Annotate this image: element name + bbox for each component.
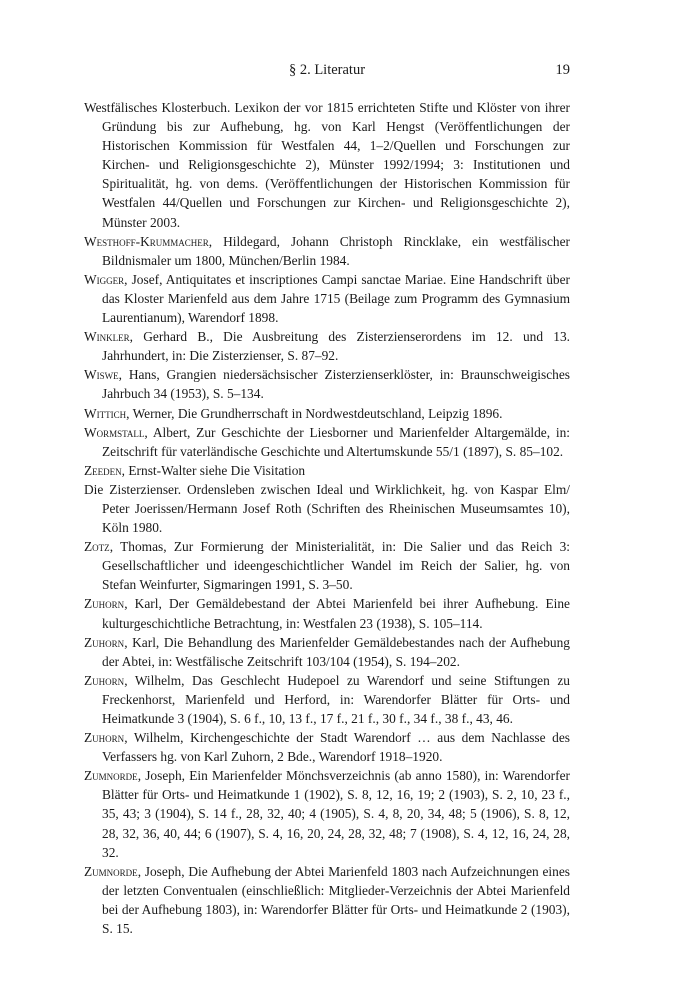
running-header bbox=[84, 62, 570, 82]
entry-text: , Werner, Die Grundherrschaft in Nordwestdeutschland, Leipzig 1896. bbox=[126, 405, 503, 421]
entry-author: Zumnorde bbox=[84, 863, 138, 879]
bibliography-entry bbox=[84, 480, 570, 537]
entry-author: Zuhorn bbox=[84, 634, 125, 650]
entry-text: , Albert, Zur Geschichte der Liesborner und Marienfelder Altargemälde, in: Zeitschrift für vaterländische Geschichte und Altertumskunde 55/1 (1897), S. 85–102. bbox=[102, 424, 570, 459]
entry-author: Winkler bbox=[84, 329, 130, 345]
entry-text: , Wilhelm, Kirchengeschichte der Stadt Warendorf … aus dem Nachlasse des Verfassers hg. von Karl Zuhorn, 2 Bde., Warendorf 1918–1920. bbox=[102, 730, 570, 765]
entry-text: , Hans, Grangien niedersächsischer Zisterzienserklöster, in: Braunschweigisches Jahrbuch 34 (1953), S. 5–134. bbox=[102, 367, 570, 402]
entry-text: , Thomas, Zur Formierung der Ministerialität, in: Die Salier und das Reich 3: Gesellschaftlicher und ideengeschichtlicher Wandel im Reich der Salier, hg. von Stefan Weinfurter, Sigmaringen 1991, S. 3–50. bbox=[102, 539, 570, 593]
bibliography-entry bbox=[84, 537, 570, 594]
bibliography-entry bbox=[84, 633, 570, 671]
entry-text: , Josef, Antiquitates et inscriptiones Campi sanctae Mariae. Eine Handschrift über das Kloster Marienfeld aus dem Jahre 1715 (Beilage zum Programm des Gymnasium Laurentianum), Warendorf 1898. bbox=[102, 271, 570, 326]
entry-author: Zumnorde bbox=[84, 768, 138, 784]
entry-author: Zuhorn bbox=[84, 596, 125, 612]
bibliography-entry bbox=[84, 365, 570, 403]
entry-text: , Karl, Der Gemäldebestand der Abtei Marienfeld bei ihrer Aufhebung. Eine kulturgeschichtliche Betrachtung, in: Westfalen 23 (1938), S. 105–114. bbox=[102, 596, 570, 631]
entry-author: Wigger bbox=[84, 271, 125, 287]
entry-text: , Wilhelm, Das Geschlecht Hudepoel zu Warendorf und seine Stiftungen zu Freckenhorst, Marienfeld und Herford, in: Warendorfer Blätter für Orts- und Heimatkunde 3 (1904), S. 6 f., 10, 13 f., 17 f., 21 f., 30 f., 34 f., 38 f., 43, 46. bbox=[102, 672, 570, 726]
entry-text: Die Zisterzienser. Ordensleben zwischen Ideal und Wirklichkeit, hg. von Kaspar Elm/ Peter Joerissen/Hermann Josef Roth (Schriften des Rheinischen Museumsamtes 10), Köln 1980. bbox=[84, 481, 570, 536]
entry-author: Westhoff-Krummacher bbox=[84, 233, 209, 249]
entry-text: , Ernst-Walter siehe Die Visitation bbox=[121, 462, 306, 478]
bibliography-entry bbox=[84, 270, 570, 327]
entry-text: , Joseph, Ein Marienfelder Mönchsverzeichnis (ab anno 1580), in: Warendorfer Blätter für Orts- und Heimatkunde 1 (1902), S. 8, 12, 16, 19; 2 (1903), S. 2, 10, 23 f., 35, 43; 3 (1904), S. 14 f., 28, 32, 40; 4 (1905), S. 4, 8, 20, 34, 48; 5 (1906), S. 8, 12, 28, 32, 36, 40, 44; 6 (1907), S. 4, 16, 20, 24, 28, 32, 48; 7 (1908), S. 4, 12, 16, 24, 28, 32. bbox=[102, 768, 570, 860]
bibliography-list bbox=[84, 98, 570, 938]
bibliography-entry bbox=[84, 232, 570, 270]
entry-text: , Gerhard B., Die Ausbreitung des Zisterzienserordens im 12. und 13. Jahrhundert, in: Die Zisterzienser, S. 87–92. bbox=[102, 329, 570, 364]
entry-author: Zotz bbox=[84, 539, 110, 555]
bibliography-entry bbox=[84, 594, 570, 632]
bibliography-entry bbox=[84, 461, 570, 480]
bibliography-entry bbox=[84, 862, 570, 938]
entry-author: Zuhorn bbox=[84, 672, 125, 688]
bibliography-entry bbox=[84, 404, 570, 423]
page-number: 19 bbox=[555, 62, 570, 78]
entry-text: , Karl, Die Behandlung des Marienfelder Gemäldebestandes nach der Aufhebung der Abtei, in: Westfälische Zeitschrift 103/104 (1954), S. 194–202. bbox=[102, 634, 570, 669]
bibliography-entry bbox=[84, 98, 570, 232]
entry-text: Westfälisches Klosterbuch. Lexikon der vor 1815 errichteten Stifte und Klöster von ihrer Gründung bis zur Aufhebung, hg. von Karl Hengst (Veröffentlichungen der Historischen Kommission für Westfalen 44, 1–2/Quellen und Forschungen zur Kirchen- und Religionsgeschichte 2), Münster 1992/1994; 3: Institutionen und Spiritualität, hg. von dems. (Veröffentlichungen der Historischen Kommission für Westfalen 44/Quellen und Forschungen zur Kirchen- und Religionsgeschichte 2), Münster 2003. bbox=[84, 100, 570, 230]
bibliography-entry bbox=[84, 423, 570, 461]
bibliography-entry bbox=[84, 766, 570, 861]
entry-text: , Joseph, Die Aufhebung der Abtei Marienfeld 1803 nach Aufzeichnungen eines der letzten Conventualen (einschließlich: Mitglieder-Verzeichnis der Abtei Marienfeld bei der Aufhebung 1803), in: Warendorfer Blätter für Orts- und Heimatkunde 2 (1903), S. 15. bbox=[102, 863, 570, 937]
entry-author: Wittich bbox=[84, 405, 127, 421]
entry-text: , Hildegard, Johann Christoph Rincklake, ein westfälischer Bildnismaler um 1800, München/Berlin 1984. bbox=[102, 233, 570, 268]
entry-author: Zuhorn bbox=[84, 730, 125, 746]
entry-author: Wormstall bbox=[84, 424, 145, 440]
bibliography-entry bbox=[84, 728, 570, 766]
bibliography-entry bbox=[84, 327, 570, 365]
bibliography-entry bbox=[84, 671, 570, 728]
entry-author: Zeeden bbox=[84, 462, 122, 478]
entry-author: Wiswe bbox=[84, 367, 119, 383]
section-title: § 2. Literatur bbox=[288, 62, 366, 78]
